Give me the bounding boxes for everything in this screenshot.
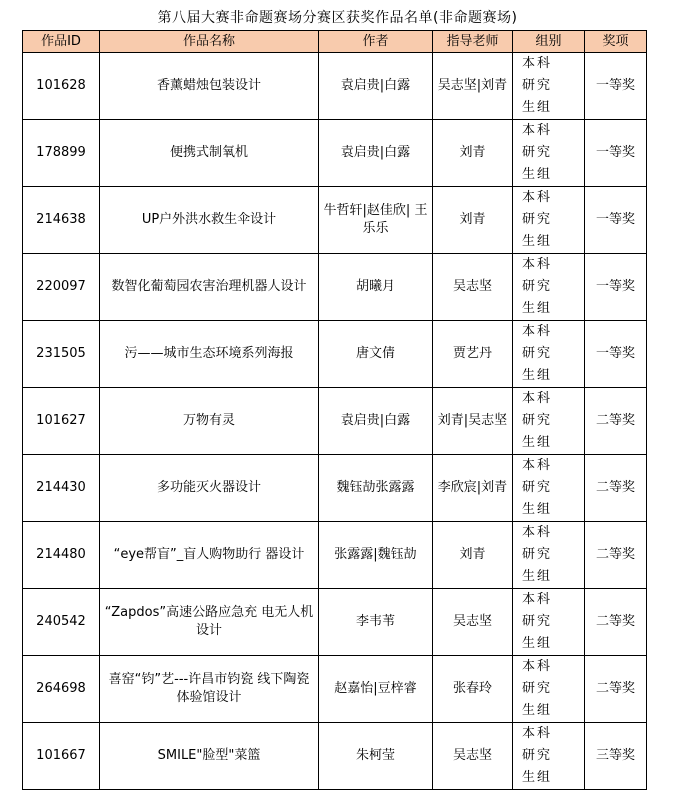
cell-author: 胡曦月 — [319, 254, 433, 321]
column-header-name: 作品名称 — [100, 31, 319, 53]
table-row — [23, 455, 647, 522]
cell-group — [513, 388, 585, 455]
cell-id: 214480 — [23, 522, 100, 589]
cell-author: 袁启贵|白露 — [319, 388, 433, 455]
cell-author: 张露露|魏钰劼 — [319, 522, 433, 589]
table-row — [23, 53, 647, 120]
cell-award: 一等奖 — [585, 187, 647, 254]
table-row — [23, 589, 647, 656]
group-label: 本科研究 生组 — [521, 726, 552, 785]
cell-group — [513, 589, 585, 656]
cell-award: 一等奖 — [585, 254, 647, 321]
cell-advisor: 刘青 — [433, 187, 513, 254]
award-table — [22, 30, 647, 790]
cell-advisor: 张春玲 — [433, 656, 513, 723]
cell-group — [513, 321, 585, 388]
cell-id: 214430 — [23, 455, 100, 522]
cell-id: 264698 — [23, 656, 100, 723]
cell-name: 万物有灵 — [100, 388, 319, 455]
cell-name: 数智化葡萄园农害治理机器人设计 — [100, 254, 319, 321]
cell-author: 李韦苇 — [319, 589, 433, 656]
cell-award: 一等奖 — [585, 120, 647, 187]
table-row — [23, 656, 647, 723]
cell-group — [513, 120, 585, 187]
cell-advisor: 吴志坚 — [433, 254, 513, 321]
cell-author: 朱柯莹 — [319, 723, 433, 790]
cell-group — [513, 187, 585, 254]
table-row — [23, 388, 647, 455]
cell-award: 三等奖 — [585, 723, 647, 790]
cell-author: 唐文倩 — [319, 321, 433, 388]
cell-id: 101667 — [23, 723, 100, 790]
cell-advisor: 吴志坚 — [433, 723, 513, 790]
cell-id: 178899 — [23, 120, 100, 187]
cell-group — [513, 53, 585, 120]
cell-award: 二等奖 — [585, 656, 647, 723]
cell-advisor: 刘青 — [433, 120, 513, 187]
cell-author: 魏钰劼张露露 — [319, 455, 433, 522]
table-row — [23, 120, 647, 187]
cell-name: UP户外洪水救生伞设计 — [100, 187, 319, 254]
cell-group — [513, 656, 585, 723]
cell-id: 214638 — [23, 187, 100, 254]
cell-name: 污——城市生态环境系列海报 — [100, 321, 319, 388]
table-header-row — [23, 31, 647, 53]
table-row — [23, 254, 647, 321]
cell-id: 101628 — [23, 53, 100, 120]
cell-author: 袁启贵|白露 — [319, 53, 433, 120]
cell-advisor: 贾艺丹 — [433, 321, 513, 388]
cell-id: 220097 — [23, 254, 100, 321]
cell-award: 二等奖 — [585, 589, 647, 656]
column-header-author: 作者 — [319, 31, 433, 53]
cell-id: 240542 — [23, 589, 100, 656]
column-header-id: 作品ID — [23, 31, 100, 53]
cell-group — [513, 254, 585, 321]
cell-name: 便携式制氧机 — [100, 120, 319, 187]
cell-name: 喜窑“钧”艺---许昌市钧瓷 线下陶瓷体验馆设计 — [100, 656, 319, 723]
table-row — [23, 187, 647, 254]
cell-group — [513, 455, 585, 522]
cell-advisor: 吴志坚|刘青 — [433, 53, 513, 120]
group-label: 本科研究 生组 — [521, 458, 552, 517]
table-body — [23, 53, 647, 790]
cell-award: 二等奖 — [585, 388, 647, 455]
column-header-award: 奖项 — [585, 31, 647, 53]
cell-author: 赵嘉怡|豆梓睿 — [319, 656, 433, 723]
group-label: 本科研究 生组 — [521, 391, 552, 450]
cell-award: 二等奖 — [585, 455, 647, 522]
cell-award: 一等奖 — [585, 53, 647, 120]
page-title: 第八届大赛非命题赛场分赛区获奖作品名单(非命题赛场) — [157, 10, 518, 26]
cell-group — [513, 723, 585, 790]
cell-advisor: 吴志坚 — [433, 589, 513, 656]
cell-author: 袁启贵|白露 — [319, 120, 433, 187]
column-header-group: 组别 — [513, 31, 585, 53]
cell-name: 香薰蜡烛包装设计 — [100, 53, 319, 120]
cell-id: 231505 — [23, 321, 100, 388]
cell-name: 多功能灭火器设计 — [100, 455, 319, 522]
cell-advisor: 刘青 — [433, 522, 513, 589]
table-row — [23, 522, 647, 589]
column-header-advisor: 指导老师 — [433, 31, 513, 53]
cell-group — [513, 522, 585, 589]
group-label: 本科研究 生组 — [521, 592, 552, 651]
cell-name: “Zapdos”高速公路应急充 电无人机设计 — [100, 589, 319, 656]
cell-advisor: 刘青|吴志坚 — [433, 388, 513, 455]
table-row — [23, 321, 647, 388]
group-label: 本科研究 生组 — [521, 123, 552, 182]
cell-id: 101627 — [23, 388, 100, 455]
cell-name: “eye帮盲”_盲人购物助行 器设计 — [100, 522, 319, 589]
cell-award: 二等奖 — [585, 522, 647, 589]
group-label: 本科研究 生组 — [521, 56, 552, 115]
cell-award: 一等奖 — [585, 321, 647, 388]
cell-name: SMILE"脸型"菜篮 — [100, 723, 319, 790]
group-label: 本科研究 生组 — [521, 257, 552, 316]
group-label: 本科研究 生组 — [521, 324, 552, 383]
group-label: 本科研究 生组 — [521, 190, 552, 249]
group-label: 本科研究 生组 — [521, 525, 552, 584]
group-label: 本科研究 生组 — [521, 659, 552, 718]
cell-advisor: 李欣宸|刘青 — [433, 455, 513, 522]
cell-author: 牛哲轩|赵佳欣| 王乐乐 — [319, 187, 433, 254]
table-row — [23, 723, 647, 790]
